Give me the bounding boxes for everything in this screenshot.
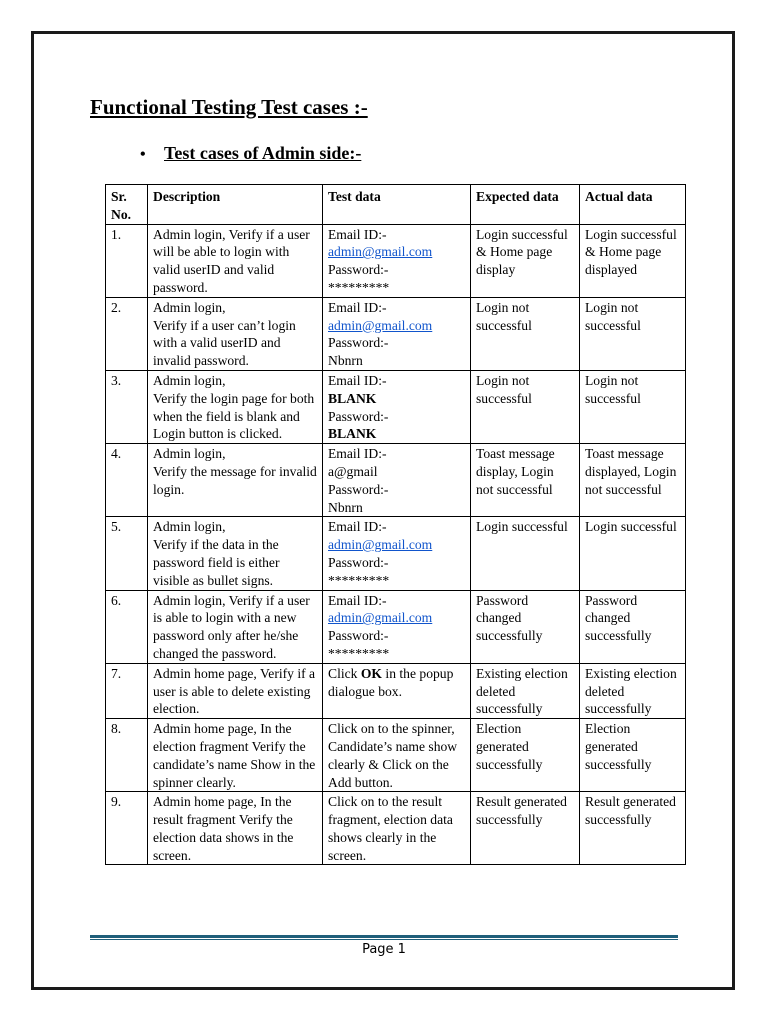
password-label: Password:- <box>328 628 389 644</box>
description-line: Admin login, <box>153 299 226 315</box>
description-line: Admin login, <box>153 372 226 388</box>
password-label: Password:- <box>328 481 389 497</box>
table-row <box>106 517 686 590</box>
expected-cell: Election generated successfully <box>471 719 580 792</box>
description-cell <box>148 297 323 370</box>
email-label: Email ID:- <box>328 519 387 535</box>
sr-cell: 8. <box>106 719 148 792</box>
table-header-row <box>106 185 686 225</box>
sr-cell: 4. <box>106 444 148 517</box>
expected-cell: Login successful & Home page display <box>471 224 580 297</box>
email-link[interactable]: admin@gmail.com <box>328 610 433 626</box>
password-label: Password:- <box>328 554 389 570</box>
bullet-icon: • <box>140 146 146 163</box>
email-link[interactable]: admin@gmail.com <box>328 244 433 260</box>
email-label: Email ID:- <box>328 299 387 315</box>
email-label: Email ID:- <box>328 446 387 462</box>
password-value: Nbnrn <box>328 353 363 369</box>
expected-cell: Existing election deleted successfully <box>471 663 580 718</box>
description-line: Verify if the data in the password field is either visible as bullet signs. <box>153 537 280 588</box>
test-data-cell <box>323 517 471 590</box>
sr-cell: 5. <box>106 517 148 590</box>
description-cell: Admin login, Verify if a user is able to login with a new password only after he/she changed the password. <box>148 590 323 663</box>
description-cell: Admin login, Verify if a user will be able to login with valid userID and valid password. <box>148 224 323 297</box>
test-data-cell <box>323 224 471 297</box>
sr-cell: 1. <box>106 224 148 297</box>
test-data-cell <box>323 590 471 663</box>
actual-cell: Election generated successfully <box>580 719 686 792</box>
sr-cell: 6. <box>106 590 148 663</box>
table-row <box>106 297 686 370</box>
email-label: Email ID:- <box>328 372 387 388</box>
description-cell <box>148 370 323 443</box>
description-cell <box>148 517 323 590</box>
footer-divider <box>90 935 678 938</box>
section-heading-text: Test cases of Admin side:- <box>164 143 362 163</box>
header-sr-no: Sr. No. <box>106 185 148 225</box>
actual-cell: Login successful & Home page displayed <box>580 224 686 297</box>
expected-cell: Result generated successfully <box>471 792 580 865</box>
page-number: Page 1 <box>362 942 406 957</box>
description-cell: Admin home page, Verify if a user is able to delete existing election. <box>148 663 323 718</box>
test-data-bold: OK <box>360 665 383 681</box>
password-label: Password:- <box>328 408 389 424</box>
description-cell: Admin home page, In the election fragment Verify the candidate’s name Show in the spinner clearly. <box>148 719 323 792</box>
description-cell: Admin home page, In the result fragment Verify the election data shows in the screen. <box>148 792 323 865</box>
actual-cell: Login not successful <box>580 297 686 370</box>
email-label: Email ID:- <box>328 226 387 242</box>
description-cell <box>148 444 323 517</box>
email-label: Email ID:- <box>328 592 387 608</box>
page-title: Functional Testing Test cases :- <box>90 95 368 119</box>
test-data-cell <box>323 663 471 718</box>
actual-cell: Login not successful <box>580 370 686 443</box>
test-data-pre: Click <box>328 665 361 681</box>
expected-cell: Login not successful <box>471 297 580 370</box>
actual-cell: Existing election deleted successfully <box>580 663 686 718</box>
header-expected-data: Expected data <box>471 185 580 225</box>
expected-cell: Login not successful <box>471 370 580 443</box>
table-row <box>106 663 686 718</box>
password-value: ********* <box>328 572 390 588</box>
section-heading <box>140 143 361 164</box>
email-value: a@gmail <box>328 463 378 479</box>
table-row <box>106 370 686 443</box>
password-value: ********* <box>328 279 390 295</box>
description-line: Verify the message for invalid login. <box>153 463 317 497</box>
password-value: ********* <box>328 645 390 661</box>
sr-cell: 9. <box>106 792 148 865</box>
actual-cell: Result generated successfully <box>580 792 686 865</box>
description-line: Verify if a user can’t login with a valid userID and invalid password. <box>153 317 296 369</box>
table-row <box>106 444 686 517</box>
header-description: Description <box>148 185 323 225</box>
email-link[interactable]: admin@gmail.com <box>328 537 433 553</box>
test-data-cell <box>323 370 471 443</box>
test-data-cell: Click on to the spinner, Candidate’s name show clearly & Click on the Add button. <box>323 719 471 792</box>
test-data-cell <box>323 297 471 370</box>
table-row <box>106 590 686 663</box>
password-label: Password:- <box>328 335 389 351</box>
password-value: Nbnrn <box>328 499 363 515</box>
description-line: Verify the login page for both when the field is blank and Login button is clicked. <box>153 390 315 442</box>
sr-cell: 7. <box>106 663 148 718</box>
expected-cell: Toast message display, Login not successful <box>471 444 580 517</box>
email-value: BLANK <box>328 390 377 406</box>
actual-cell: Toast message displayed, Login not successful <box>580 444 686 517</box>
test-cases-table <box>105 184 686 865</box>
sr-cell: 3. <box>106 370 148 443</box>
header-actual-data: Actual data <box>580 185 686 225</box>
test-data-post: in the popup dialogue box. <box>328 665 454 699</box>
header-test-data: Test data <box>323 185 471 225</box>
sr-cell: 2. <box>106 297 148 370</box>
test-data-cell <box>323 444 471 517</box>
expected-cell: Login successful <box>471 517 580 590</box>
expected-cell: Password changed successfully <box>471 590 580 663</box>
actual-cell: Password changed successfully <box>580 590 686 663</box>
table-row <box>106 719 686 792</box>
actual-cell: Login successful <box>580 517 686 590</box>
test-data-cell: Click on to the result fragment, election data shows clearly in the screen. <box>323 792 471 865</box>
footer-divider-thin <box>90 939 678 940</box>
description-line: Admin login, <box>153 519 226 535</box>
email-link[interactable]: admin@gmail.com <box>328 317 433 333</box>
description-line: Admin login, <box>153 446 226 462</box>
password-label: Password:- <box>328 262 389 278</box>
table-row <box>106 792 686 865</box>
password-value: BLANK <box>328 426 377 442</box>
table-row <box>106 224 686 297</box>
